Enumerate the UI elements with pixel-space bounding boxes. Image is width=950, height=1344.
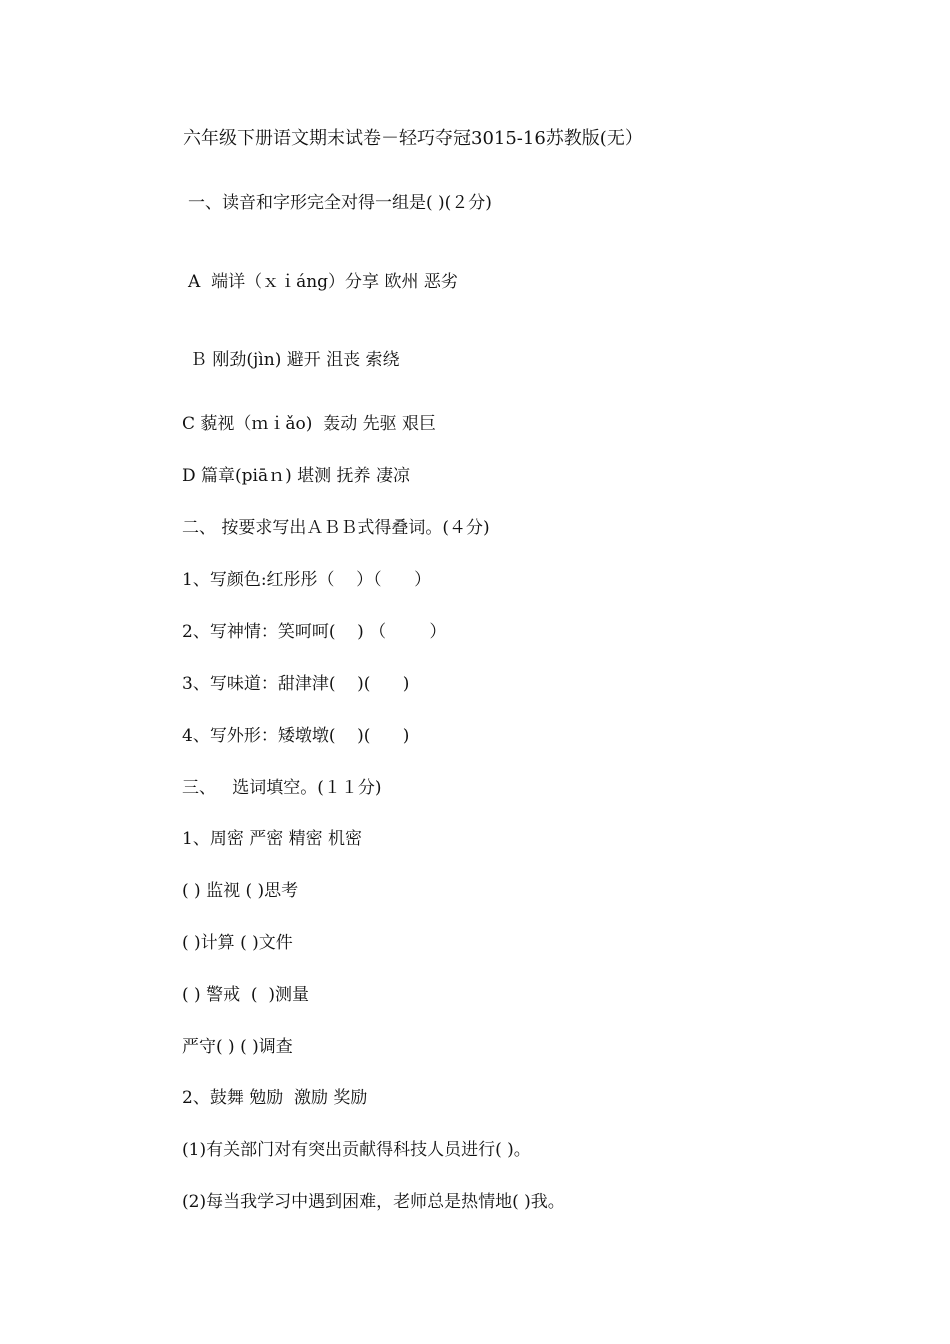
section-3-group-1-blank-1: ( ) 监视 ( )思考 [182,881,299,901]
section-3-group-1-words: 1、周密 严密 精密 机密 [182,829,363,849]
section-1-option-d: D 篇章(piāｎ) 堪测 抚养 凄凉 [182,466,410,486]
section-1-option-b: Ｂ 刚劲(jìn) 避开 沮丧 索绕 [190,350,400,370]
section-3-group-2-sentence-2: (2)每当我学习中遇到困难，老师总是热情地( )我。 [182,1192,565,1212]
section-2-item-3: 3、写味道：甜津津( )( ) [182,674,410,694]
section-1-option-a: A 端详（ｘｉáng）分享 欧州 恶劣 [188,272,458,292]
section-1-heading: 一、读音和字形完全对得一组是( )(２分) [188,193,492,213]
section-3-heading: 三、 选词填空。(１１分) [182,778,382,798]
section-1-option-c: C 藐视（ｍｉǎo) 轰动 先驱 艰巨 [182,414,437,434]
section-3-group-1-blank-3: ( ) 警戒 ( )测量 [182,985,309,1005]
section-3-group-2-sentence-1: (1)有关部门对有突出贡献得科技人员进行( )。 [182,1140,531,1160]
section-3-group-1-blank-2: ( )计算 ( )文件 [182,933,293,953]
section-2-item-4: 4、写外形：矮墩墩( )( ) [182,726,410,746]
section-2-item-2: 2、写神情：笑呵呵( ) （ ） [182,622,447,642]
section-3-group-2-words: 2、鼓舞 勉励 激励 奖励 [182,1088,368,1108]
section-2-item-1: 1、写颜色:红彤彤（ ）（ ） [182,570,432,590]
section-2-heading: 二、 按要求写出ＡＢＢ式得叠词。(４分) [182,518,490,538]
document-title: 六年级下册语文期末试卷－轻巧夺冠3015-16苏教版(无） [183,128,643,149]
section-3-group-1-blank-4: 严守( ) ( )调查 [182,1037,293,1057]
